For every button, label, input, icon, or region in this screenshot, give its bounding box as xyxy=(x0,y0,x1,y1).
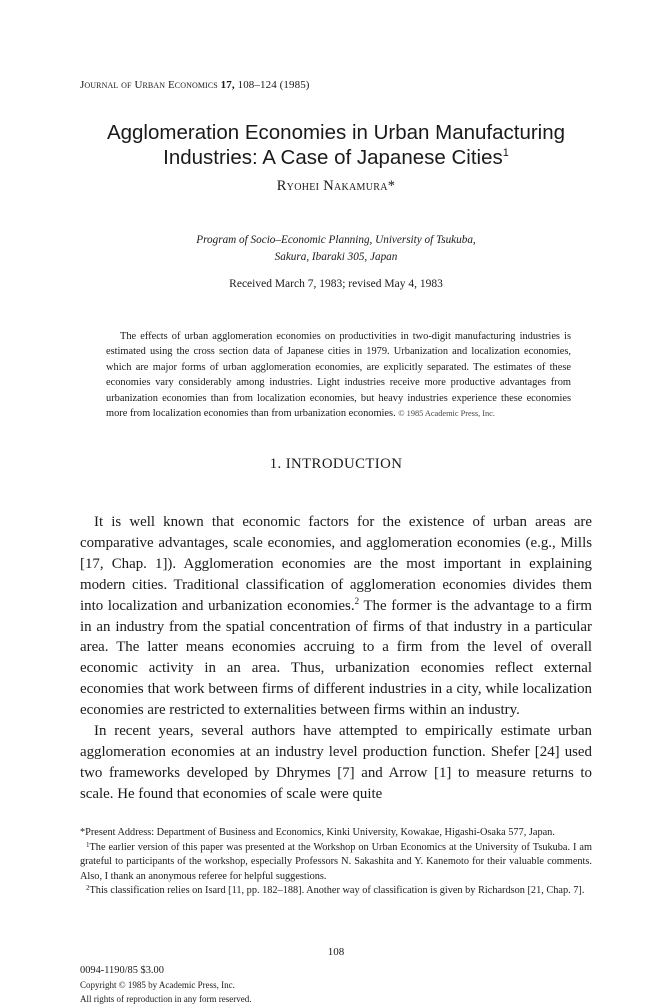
page-number: 108 xyxy=(327,946,345,958)
body-footnote-mark-2: 2 xyxy=(354,595,360,606)
journal-pages-year: 108–124 (1985) xyxy=(237,79,310,91)
footnotes xyxy=(80,826,592,899)
journal-header xyxy=(80,79,310,91)
abstract-copyright: © 1985 Academic Press, Inc. xyxy=(398,409,495,419)
received-dates: Received March 7, 1983; revised May 4, 1983 xyxy=(229,278,443,290)
section-heading: 1. INTRODUCTION xyxy=(269,456,403,472)
article-title xyxy=(60,120,612,170)
footnote-2-text: This classification relies on Isard [11, pp. 182–188]. Another way of classification is given by Richardson [21, Chap. 7]. xyxy=(89,885,585,897)
abstract-text: The effects of urban agglomeration economies on productivities in two-digit manufacturing industries is estimated using the cross section data of Japanese cities in 1979. Urbanization and localization economies, which are major forms of urban agglomeration economies, are explicitly separated. The estimates of these economies vary considerably among industries. Light industries receive more productive advantages from urbanization economies than from localization economies, but heavy industries experience these economies more from localization economies than from urbanization economies. xyxy=(106,331,571,420)
abstract xyxy=(106,329,571,421)
title-footnote-mark: 1 xyxy=(502,147,509,159)
affiliation-line-2: Sakura, Ibaraki 305, Japan xyxy=(274,251,398,263)
footnote-1 xyxy=(80,841,592,885)
body-p1-part-a: It is well known that economic factors for the existence of urban areas are comparative advantages, scale economies, and agglomeration economies (e.g., Mills [17, Chap. 1]). Agglomeration economies are the most important in explaining modern cities. Traditional classification of agglomeration economies divides them into localization and urbanization economies. xyxy=(80,514,592,614)
title-line-2-text: Industries: A Case of Japanese Cities xyxy=(163,146,503,169)
footnote-1-text: The earlier version of this paper was presented at the Workshop on Urban Economics at the University of Tsukuba. I am grateful to participants of the workshop, especially Professors N. Sakashita and Y. Kanemoto for their valuable comments. Also, I thank an anonymous referee for helpful suggestions. xyxy=(80,841,592,882)
footnote-2-mark: 2 xyxy=(86,884,90,893)
footnote-2 xyxy=(80,884,592,899)
journal-name: Journal of Urban Economics xyxy=(80,79,218,91)
imprint xyxy=(80,964,251,1006)
affiliation xyxy=(0,232,672,266)
imprint-rights: All rights of reproduction in any form reserved. xyxy=(80,994,252,1004)
body-text xyxy=(80,512,592,805)
body-paragraph-2: In recent years, several authors have attempted to empirically estimate urban agglomeration economies at an industry level production function. Shefer [24] used two frameworks developed by Dhrymes [7] and Arrow [1] to measure returns to scale. He found that economies of scale were quite xyxy=(80,723,592,802)
imprint-price: 0094-1190/85 $3.00 xyxy=(80,965,164,976)
title-line-1: Agglomeration Economies in Urban Manufacturing xyxy=(106,121,566,144)
journal-volume: 17, xyxy=(220,79,235,91)
body-paragraph-1 xyxy=(80,512,592,721)
imprint-copyright: Copyright © 1985 by Academic Press, Inc. xyxy=(80,980,235,990)
footnote-address: *Present Address: Department of Business and Economics, Kinki University, Kowakae, Higashi-Osaka 577, Japan. xyxy=(80,827,555,838)
footnote-1-mark: 1 xyxy=(86,840,90,849)
body-p1-part-b: The former is the advantage to a firm in an industry from the spatial concentration of firms of that industry in a particular area. The latter means economies accruing to a firm from the level of overall economic activity in an area. Thus, urbanization economies reflect external economies that work between firms of different industries in a city, while localization economies are restricted to externalities between firms within an industry. xyxy=(80,597,592,719)
affiliation-line-1: Program of Socio–Economic Planning, University of Tsukuba, xyxy=(196,234,476,246)
author-name: Ryohei Nakamura* xyxy=(276,178,396,194)
title-line-2 xyxy=(60,145,612,170)
